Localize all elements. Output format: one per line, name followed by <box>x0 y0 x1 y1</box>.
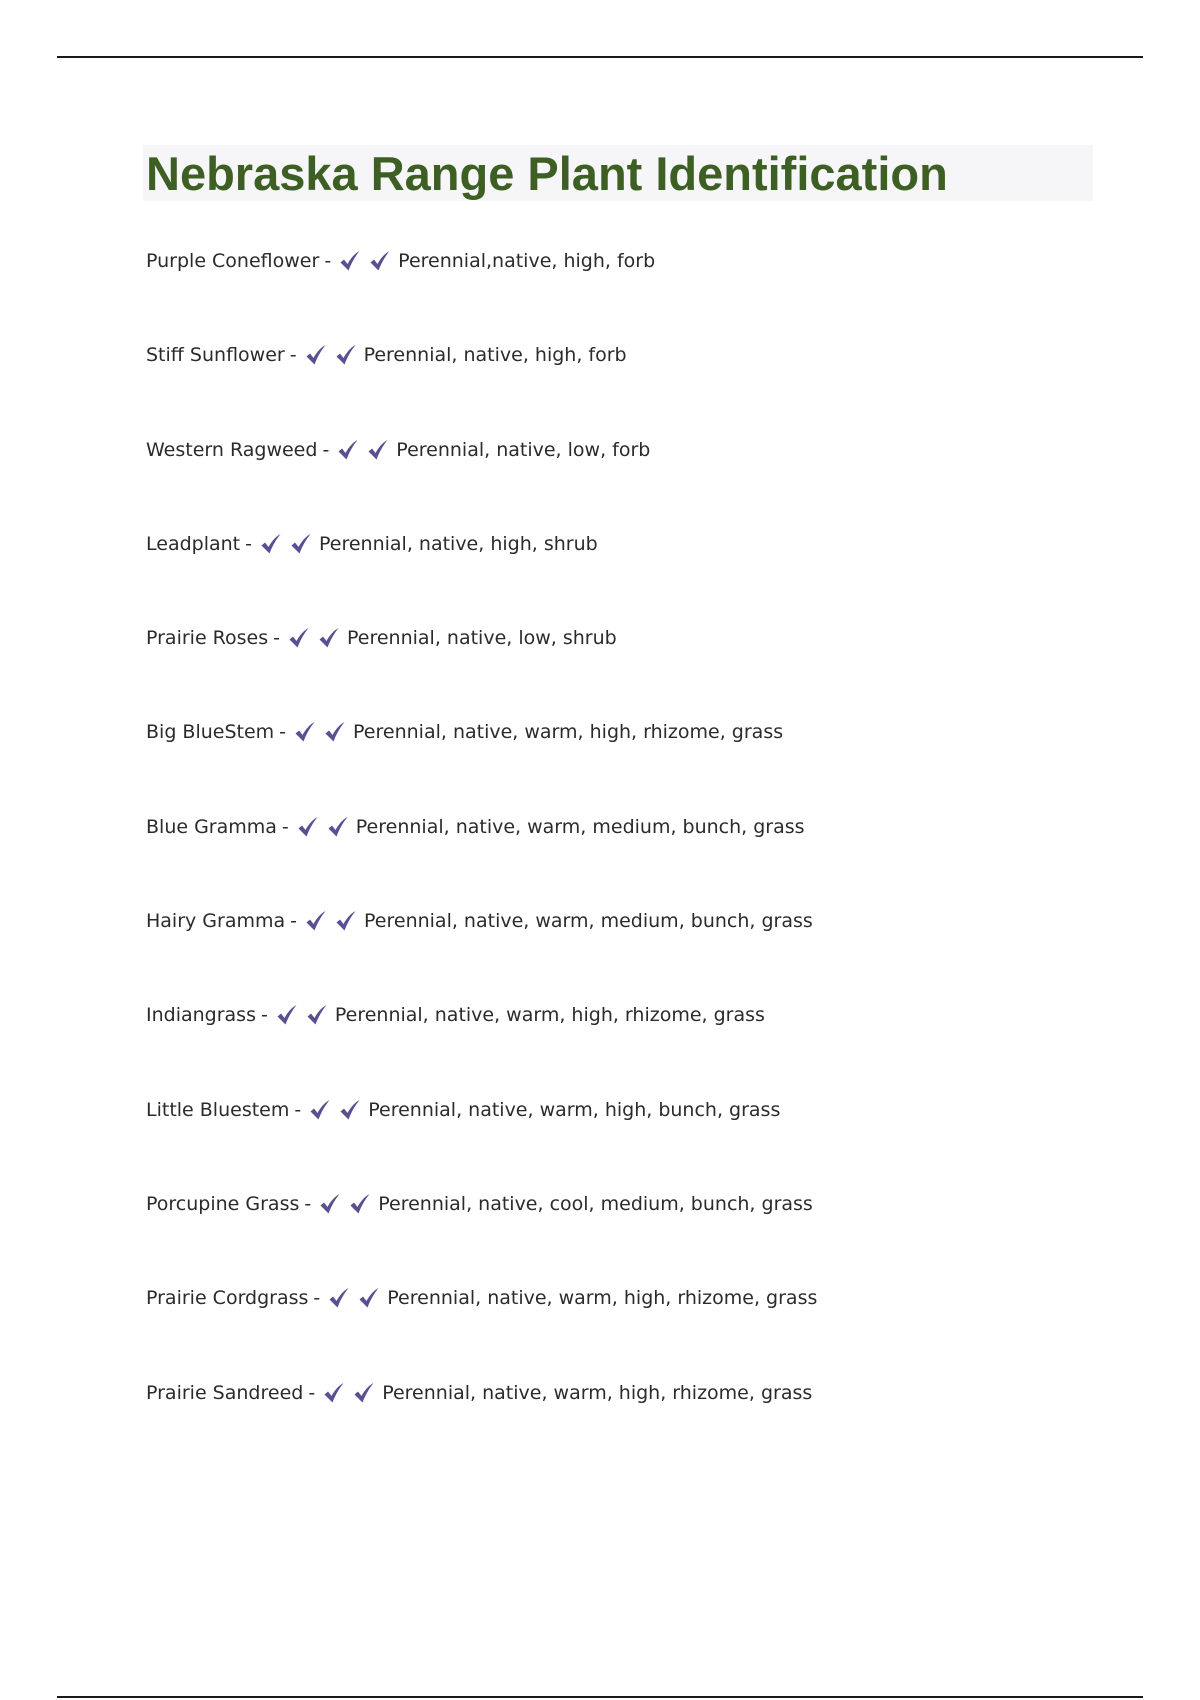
list-item <box>146 812 817 906</box>
checkmark-icon <box>296 815 320 839</box>
plant-name: Indiangrass <box>146 1004 256 1027</box>
top-rule <box>57 56 1143 58</box>
plant-description: Perennial, native, warm, high, rhizome, grass <box>353 721 784 744</box>
list-item <box>146 340 817 434</box>
plant-name: Little Bluestem <box>146 1098 290 1121</box>
checkmark-icon <box>322 1381 346 1405</box>
plant-name: Big BlueStem <box>146 721 275 744</box>
plant-name: Stiff Sunflower <box>146 344 285 367</box>
separator-dash: - <box>260 1004 268 1027</box>
checkmark-icon <box>317 626 341 650</box>
checkmark-icon <box>366 438 390 462</box>
plant-description: Perennial, native, warm, medium, bunch, grass <box>355 815 805 838</box>
checkmark-icon <box>289 532 313 556</box>
plant-name: Prairie Roses <box>146 627 269 650</box>
checkmark-icon <box>293 720 317 744</box>
list-item <box>146 1378 817 1472</box>
checkmark-icon <box>348 1192 372 1216</box>
checkmark-icon <box>318 1192 342 1216</box>
separator-dash: - <box>313 1287 321 1310</box>
bottom-rule <box>57 1696 1143 1698</box>
list-item <box>146 623 817 717</box>
plant-list <box>146 246 817 1472</box>
list-item <box>146 529 817 623</box>
plant-name: Hairy Gramma <box>146 910 286 933</box>
plant-description: Perennial, native, cool, medium, bunch, grass <box>378 1192 813 1215</box>
checkmark-icon <box>304 909 328 933</box>
plant-description: Perennial,native, high, forb <box>398 250 656 272</box>
checkmark-icon <box>357 1286 381 1310</box>
plant-description: Perennial, native, warm, high, bunch, grass <box>368 1098 781 1121</box>
separator-dash: - <box>289 344 297 367</box>
plant-name: Porcupine Grass <box>146 1192 300 1215</box>
plant-name: Blue Gramma <box>146 815 277 838</box>
checkmark-icon <box>368 249 392 273</box>
list-item <box>146 1000 817 1094</box>
separator-dash: - <box>281 815 289 838</box>
list-item <box>146 435 817 529</box>
list-item <box>146 1095 817 1189</box>
separator-dash: - <box>294 1098 302 1121</box>
plant-description: Perennial, native, low, shrub <box>347 627 617 650</box>
plant-description: Perennial, native, warm, high, rhizome, grass <box>382 1381 813 1404</box>
plant-name: Leadplant <box>146 532 241 555</box>
plant-description: Perennial, native, warm, medium, bunch, grass <box>364 910 813 933</box>
checkmark-icon <box>287 626 311 650</box>
separator-dash: - <box>304 1192 312 1215</box>
list-item <box>146 246 817 340</box>
checkmark-icon <box>336 438 360 462</box>
checkmark-icon <box>305 1003 329 1027</box>
checkmark-icon <box>334 909 358 933</box>
checkmark-icon <box>338 249 362 273</box>
separator-dash: - <box>273 627 280 650</box>
checkmark-icon <box>352 1381 376 1405</box>
separator-dash: - <box>290 910 298 933</box>
plant-description: Perennial, native, high, forb <box>363 344 627 367</box>
checkmark-icon <box>308 1098 332 1122</box>
list-item <box>146 1283 817 1377</box>
list-item <box>146 1189 817 1283</box>
plant-name: Purple Coneflower <box>146 250 320 272</box>
checkmark-icon <box>326 815 350 839</box>
separator-dash: - <box>245 532 252 555</box>
separator-dash: - <box>308 1381 316 1404</box>
list-item <box>146 717 817 811</box>
plant-name: Western Ragweed <box>146 438 318 461</box>
checkmark-icon <box>304 343 328 367</box>
page-title: Nebraska Range Plant Identification <box>146 147 948 200</box>
checkmark-icon <box>275 1003 299 1027</box>
checkmark-icon <box>323 720 347 744</box>
checkmark-icon <box>327 1286 351 1310</box>
plant-description: Perennial, native, warm, high, rhizome, grass <box>334 1004 765 1027</box>
separator-dash: - <box>322 438 330 461</box>
separator-dash: - <box>279 721 287 744</box>
plant-name: Prairie Cordgrass <box>146 1287 309 1310</box>
plant-description: Perennial, native, warm, high, rhizome, grass <box>387 1287 818 1310</box>
checkmark-icon <box>334 343 358 367</box>
list-item <box>146 906 817 1000</box>
checkmark-icon <box>338 1098 362 1122</box>
plant-name: Prairie Sandreed <box>146 1381 304 1404</box>
separator-dash: - <box>324 250 332 272</box>
plant-description: Perennial, native, low, forb <box>396 438 651 461</box>
checkmark-icon <box>259 532 283 556</box>
plant-description: Perennial, native, high, shrub <box>318 532 598 555</box>
